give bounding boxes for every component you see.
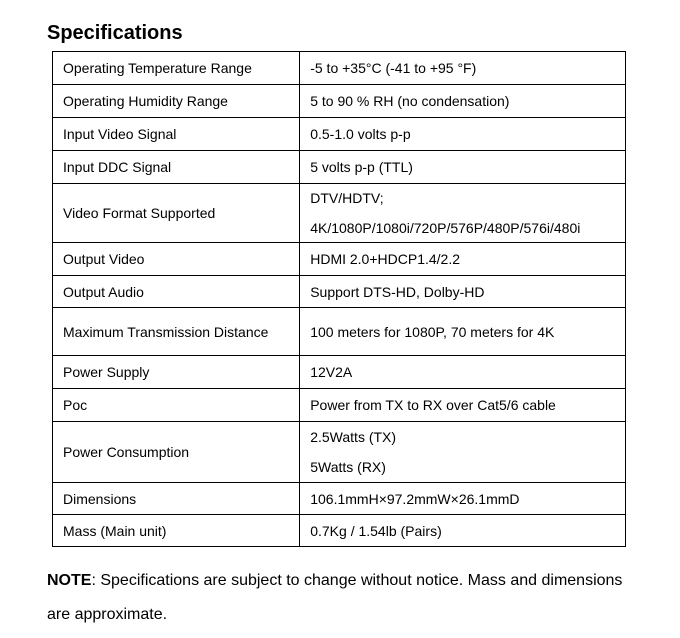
spec-value bbox=[300, 356, 626, 389]
spec-value bbox=[300, 243, 626, 276]
spec-label: Power Consumption bbox=[53, 422, 300, 483]
spec-value-line: 12V2A bbox=[310, 364, 353, 380]
spec-label: Output Video bbox=[53, 243, 300, 276]
spec-value-line: 106.1mmH×97.2mmW×26.1mmD bbox=[310, 490, 520, 507]
spec-value bbox=[300, 308, 626, 356]
table-row bbox=[53, 483, 626, 515]
spec-value-line: HDMI 2.0+HDCP1.4/2.2 bbox=[310, 251, 461, 267]
table-row bbox=[53, 308, 626, 356]
spec-label: Input DDC Signal bbox=[53, 151, 300, 184]
table-row bbox=[53, 184, 626, 243]
note-text: : Specifications are subject to change without notice. Mass and dimensions are approximate. bbox=[47, 572, 623, 623]
table-row bbox=[53, 85, 626, 118]
table-row bbox=[53, 422, 626, 483]
table-row bbox=[53, 356, 626, 389]
spec-label: Video Format Supported bbox=[53, 184, 300, 243]
spec-label: Mass (Main unit) bbox=[53, 515, 300, 547]
spec-label: Output Audio bbox=[53, 276, 300, 308]
spec-value-line: Power from TX to RX over Cat5/6 cable bbox=[310, 397, 556, 413]
spec-value-line: -5 to +35°C (-41 to +95 °F) bbox=[310, 60, 477, 76]
spec-value bbox=[300, 85, 626, 118]
spec-value-line: 5Watts (RX) bbox=[310, 459, 386, 475]
spec-value-line: Support DTS-HD, Dolby-HD bbox=[310, 283, 485, 300]
spec-label: Operating Temperature Range bbox=[53, 52, 300, 85]
spec-value-line: 0.7Kg / 1.54lb (Pairs) bbox=[310, 522, 442, 539]
spec-value-line: 2.5Watts (TX) bbox=[310, 429, 397, 445]
spec-value bbox=[300, 276, 626, 308]
spec-value bbox=[300, 52, 626, 85]
table-row bbox=[53, 389, 626, 422]
spec-value-line: DTV/HDTV; bbox=[310, 190, 384, 206]
spec-value-line: 5 to 90 % RH (no condensation) bbox=[310, 93, 510, 109]
spec-label: Poc bbox=[53, 389, 300, 422]
spec-label: Input Video Signal bbox=[53, 118, 300, 151]
table-row bbox=[53, 276, 626, 308]
table-row bbox=[53, 52, 626, 85]
table-row bbox=[53, 515, 626, 547]
spec-label: Operating Humidity Range bbox=[53, 85, 300, 118]
specifications-table bbox=[52, 51, 626, 547]
spec-value bbox=[300, 184, 626, 243]
note-label: NOTE bbox=[47, 572, 92, 589]
table-row bbox=[53, 151, 626, 184]
spec-label: Maximum Transmission Distance bbox=[53, 308, 300, 356]
spec-value bbox=[300, 483, 626, 515]
spec-value-line: 4K/1080P/1080i/720P/576P/480P/576i/480i bbox=[310, 220, 581, 236]
spec-value bbox=[300, 151, 626, 184]
note-paragraph bbox=[47, 564, 647, 632]
spec-value-line: 0.5-1.0 volts p-p bbox=[310, 126, 411, 142]
spec-value bbox=[300, 118, 626, 151]
spec-value bbox=[300, 515, 626, 547]
spec-label: Dimensions bbox=[53, 483, 300, 515]
spec-value-line: 5 volts p-p (TTL) bbox=[310, 159, 413, 175]
spec-value bbox=[300, 389, 626, 422]
spec-value-line: 100 meters for 1080P, 70 meters for 4K bbox=[310, 323, 555, 340]
table-row bbox=[53, 243, 626, 276]
spec-value bbox=[300, 422, 626, 483]
page-title: Specifications bbox=[47, 22, 183, 44]
spec-label: Power Supply bbox=[53, 356, 300, 389]
table-row bbox=[53, 118, 626, 151]
